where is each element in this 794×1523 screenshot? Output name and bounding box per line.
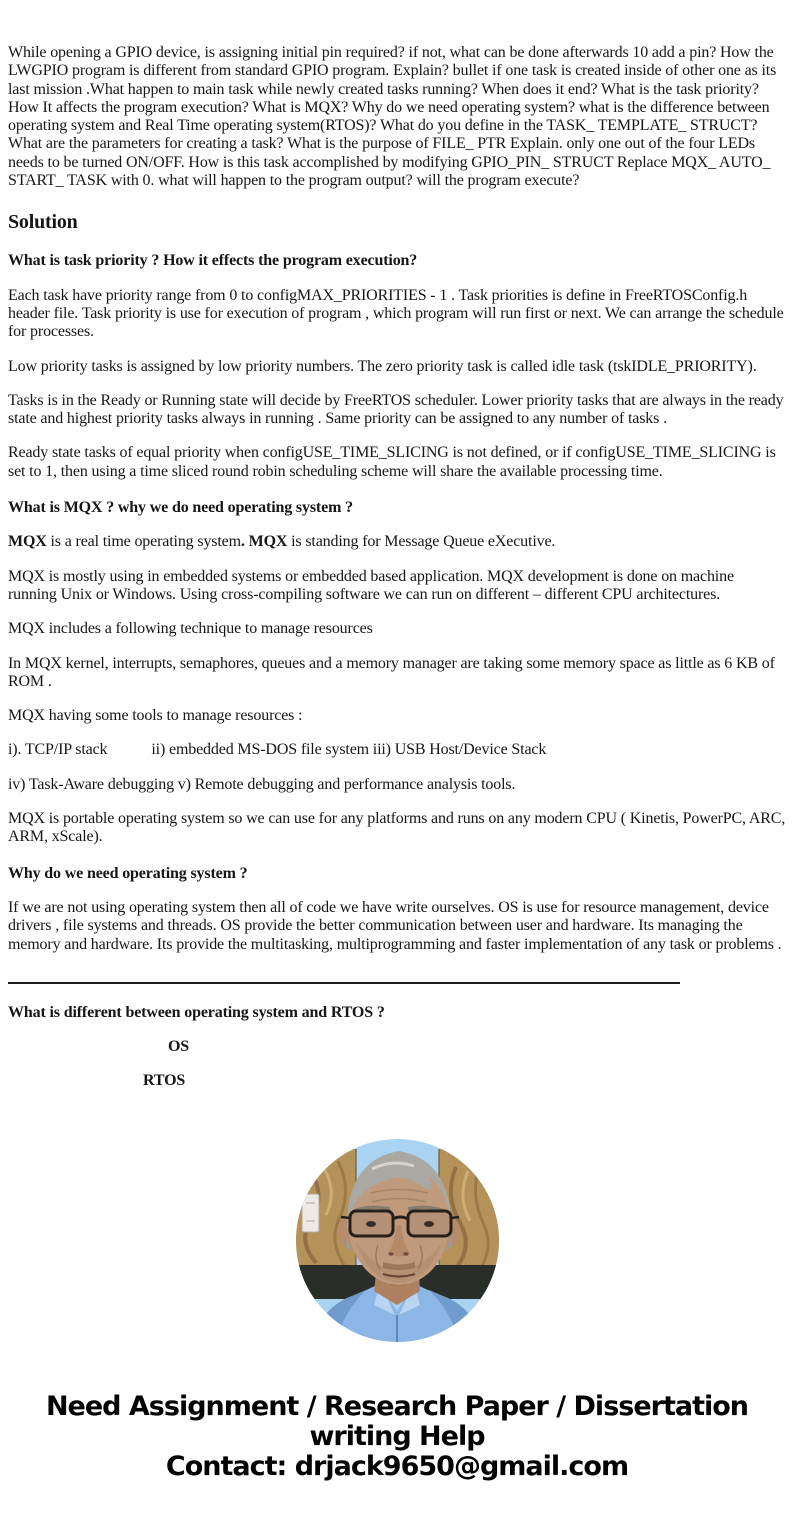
paragraph: MQX is portable operating system so we can use for any platforms and runs on any modern CPU ( Kinetis, PowerPC, ARC, ARM, xScale). [8, 810, 786, 846]
os-label: OS [168, 1038, 190, 1056]
question-paragraph: While opening a GPIO device, is assigning initial pin required? if not, what can be done afterwards 10 add a pin? How the LWGPIO program is different from standard GPIO program. Explain? bullet if one task is created inside of other one as its last mission .What happen to main task while newly created tasks running? When does it end? What is the task priority? How It affects the program execution? What is MQX? Why do we need operating system? what is the difference between operating system and Real Time operating system(RTOS)? What do you define in the TASK_ TEMPLATE_ STRUCT? What are the parameters for creating a task? What is the purpose of FILE_ PTR Explain. only one out of the four LEDs needs to be turned ON/OFF. How is this task accomplished by modifying GPIO_PIN_ STRUCT Replace MQX_ AUTO_ START_ TASK with 0. what will happen to the program output? will the program execute? [8, 44, 777, 190]
heading-mqx: What is MQX ? why we do need operating system ? [8, 499, 353, 517]
divider-line [8, 982, 680, 984]
list-item-tcpip: i). TCP/IP stack [8, 741, 108, 759]
heading-task-priority: What is task priority ? How it effects the program execution? [8, 252, 418, 270]
heading-why-os: Why do we need operating system ? [8, 864, 248, 882]
paragraph: Each task have priority range from 0 to configMAX_PRIORITIES - 1 . Task priorities is define in FreeRTOSConfig.h header file. Task priority is use for execution of program , which program will run first or next. We can arrange the schedule for processes. [8, 286, 784, 341]
list-item-msdos-usb: ii) embedded MS-DOS file system iii) USB Host/Device Stack [151, 741, 547, 759]
bold-text: MQX [8, 533, 47, 551]
promo-banner [8, 1392, 786, 1482]
bold-text: . MQX [240, 533, 288, 551]
paragraph: MQX having some tools to manage resources : [8, 707, 303, 725]
paragraph: Ready state tasks of equal priority when configUSE_TIME_SLICING is not defined, or if configUSE_TIME_SLICING is set to 1, then using a time sliced round robin scheduling scheme will share the available processing time. [8, 444, 776, 480]
paragraph: In MQX kernel, interrupts, semaphores, queues and a memory manager are taking some memory space as little as 6 KB of ROM . [8, 654, 775, 690]
avatar [296, 1139, 499, 1342]
paragraph: Tasks is in the Ready or Running state will decide by FreeRTOS scheduler. Lower priority tasks that are always in the ready state and highest priority tasks always in running . Same priority can be assigned to any number of tasks . [8, 391, 784, 428]
paragraph: MQX includes a following technique to manage resources [8, 620, 373, 638]
solution-heading: Solution [8, 211, 78, 234]
paragraph-mqx-intro [8, 533, 786, 551]
paragraph-tools-list [8, 741, 786, 759]
heading-os-vs-rtos: What is different between operating system and RTOS ? [8, 1003, 385, 1021]
plain-text: is standing for Message Queue eXecutive. [287, 533, 556, 551]
paragraph: MQX is mostly using in embedded systems or embedded based application. MQX development is done on machine running Unix or Windows. Using cross-compiling software we can run on different – different CPU architectures. [8, 567, 734, 603]
promo-line-1: Need Assignment / Research Paper / Dissertation [45, 1390, 749, 1422]
avatar-container [8, 1139, 786, 1342]
rtos-label: RTOS [143, 1072, 186, 1090]
paragraph: Low priority tasks is assigned by low priority numbers. The zero priority task is called idle task (tskIDLE_PRIORITY). [8, 357, 757, 375]
promo-line-2: writing Help [309, 1420, 485, 1452]
promo-contact-email: Contact: drjack9650@gmail.com [165, 1450, 629, 1482]
paragraph: iv) Task-Aware debugging v) Remote debugging and performance analysis tools. [8, 775, 516, 793]
plain-text: is a real time operating system [46, 533, 241, 551]
paragraph: If we are not using operating system then all of code we have write ourselves. OS is use for resource management, device drivers , file systems and threads. OS provide the better communication between user and hardware. Its managing the memory and hardware. Its provide the multitasking, multiprogramming and faster implementation of any task or problems . [8, 898, 782, 953]
